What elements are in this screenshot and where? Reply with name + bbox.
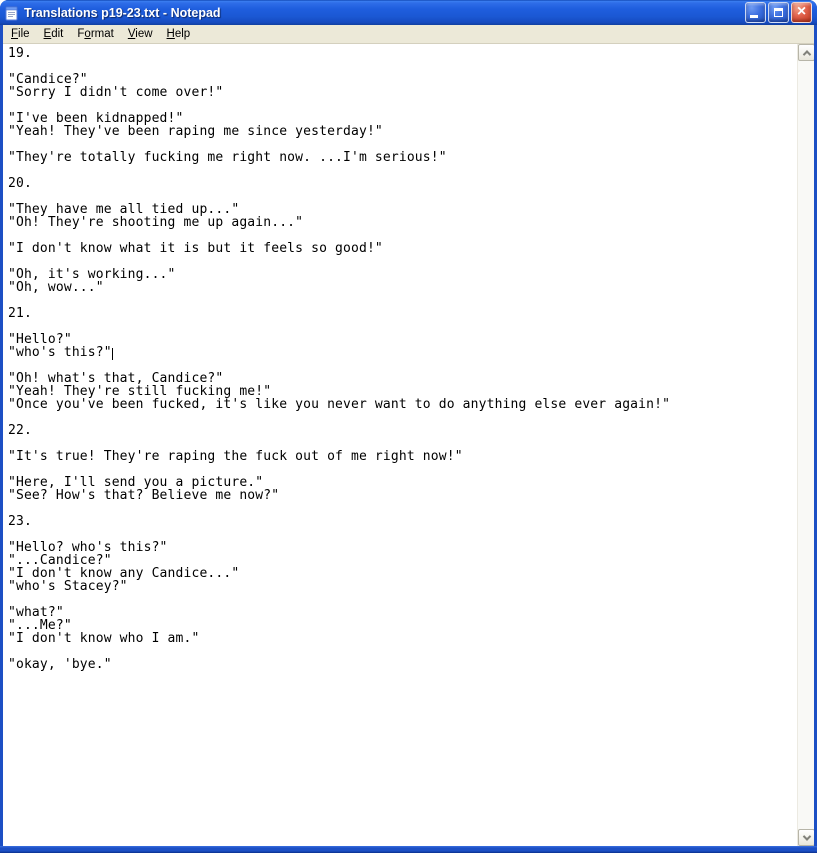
text-editor[interactable] [3, 44, 797, 846]
window-bottom-border [0, 846, 817, 853]
text-line-content: "Sorry I didn't come over!" [8, 85, 224, 100]
text-line-content: 20. [8, 176, 32, 191]
text-line [8, 242, 797, 255]
text-line-content: "who's this?" [8, 345, 112, 360]
menu-item-file[interactable]: File [11, 27, 30, 40]
text-line-content: "Hello?" [8, 332, 72, 347]
text-line-content: "Oh! what's that, Candice?" [8, 371, 224, 386]
chevron-down-icon [802, 832, 810, 840]
text-line [8, 60, 797, 73]
text-line-content: "Oh, wow..." [8, 280, 104, 295]
text-line [8, 268, 797, 281]
text-line-content: "They're totally fucking me right now. ...I'm serious!" [8, 150, 447, 165]
window-title: Translations p19-23.txt - Notepad [24, 5, 221, 20]
close-button[interactable] [791, 2, 812, 23]
text-line-content: "what?" [8, 605, 64, 620]
text-line [8, 580, 797, 593]
scrollbar-track[interactable] [798, 61, 814, 829]
text-line [8, 216, 797, 229]
text-line [8, 177, 797, 190]
text-line [8, 424, 797, 437]
text-line-content: "Hello? who's this?" [8, 540, 168, 555]
window-controls [745, 2, 812, 23]
text-line [8, 164, 797, 177]
client-area [3, 44, 814, 846]
text-line [8, 281, 797, 294]
text-line-content: "Oh, it's working..." [8, 267, 176, 282]
text-line [8, 294, 797, 307]
menu-item-view[interactable]: View [127, 27, 153, 40]
title-bar[interactable] [0, 0, 817, 25]
text-line [8, 346, 797, 359]
text-line-content: "who's Stacey?" [8, 579, 128, 594]
text-line-content: "They have me all tied up..." [8, 202, 240, 217]
text-line [8, 151, 797, 164]
text-line-content: "It's true! They're raping the fuck out of me right now!" [8, 449, 463, 464]
text-line [8, 632, 797, 645]
scroll-up-button[interactable] [798, 44, 814, 61]
text-line-content: "I don't know what it is but it feels so good!" [8, 241, 383, 256]
text-caret [112, 348, 113, 360]
text-line [8, 606, 797, 619]
text-line-content: "I don't know any Candice..." [8, 566, 240, 581]
maximize-button[interactable] [768, 2, 789, 23]
vertical-scrollbar[interactable] [797, 44, 814, 846]
text-line-content: 21. [8, 306, 32, 321]
text-line [8, 86, 797, 99]
text-line-content: "okay, 'bye." [8, 657, 112, 672]
chevron-up-icon [802, 50, 810, 58]
menu-item-edit[interactable]: Edit [43, 27, 64, 40]
minimize-button[interactable] [745, 2, 766, 23]
text-line-content: "I don't know who I am." [8, 631, 200, 646]
text-line [8, 125, 797, 138]
text-line-content: "See? How's that? Believe me now?" [8, 488, 280, 503]
scroll-down-button[interactable] [798, 829, 814, 846]
text-line [8, 307, 797, 320]
text-line-content: "Oh! They're shooting me up again..." [8, 215, 304, 230]
text-line-content: "...Candice?" [8, 553, 112, 568]
text-line [8, 398, 797, 411]
minimize-icon [750, 15, 758, 18]
text-line [8, 333, 797, 346]
notepad-icon [4, 5, 20, 21]
text-line-content: "Yeah! They've been raping me since yesterday!" [8, 124, 383, 139]
maximize-icon [774, 8, 783, 17]
menu-bar [3, 25, 814, 44]
text-line [8, 320, 797, 333]
text-line [8, 502, 797, 515]
text-line [8, 541, 797, 554]
text-line [8, 450, 797, 463]
text-line [8, 411, 797, 424]
text-line [8, 515, 797, 528]
close-icon: × [796, 3, 807, 20]
text-line-content: "...Me?" [8, 618, 72, 633]
text-line [8, 489, 797, 502]
menu-item-format[interactable]: Format [77, 27, 114, 40]
text-line-content: "Candice?" [8, 72, 88, 87]
text-line [8, 47, 797, 60]
text-line-content: 23. [8, 514, 32, 529]
text-line-content: "Here, I'll send you a picture." [8, 475, 264, 490]
text-line-content: 19. [8, 46, 32, 61]
text-line-content: "Once you've been fucked, it's like you never want to do anything else ever again!" [8, 397, 671, 412]
text-line [8, 645, 797, 658]
text-line [8, 593, 797, 606]
text-line-content: 22. [8, 423, 32, 438]
text-line-content: "I've been kidnapped!" [8, 111, 184, 126]
menu-item-help[interactable]: Help [166, 27, 191, 40]
text-line [8, 658, 797, 671]
text-line-content: "Yeah! They're still fucking me!" [8, 384, 272, 399]
